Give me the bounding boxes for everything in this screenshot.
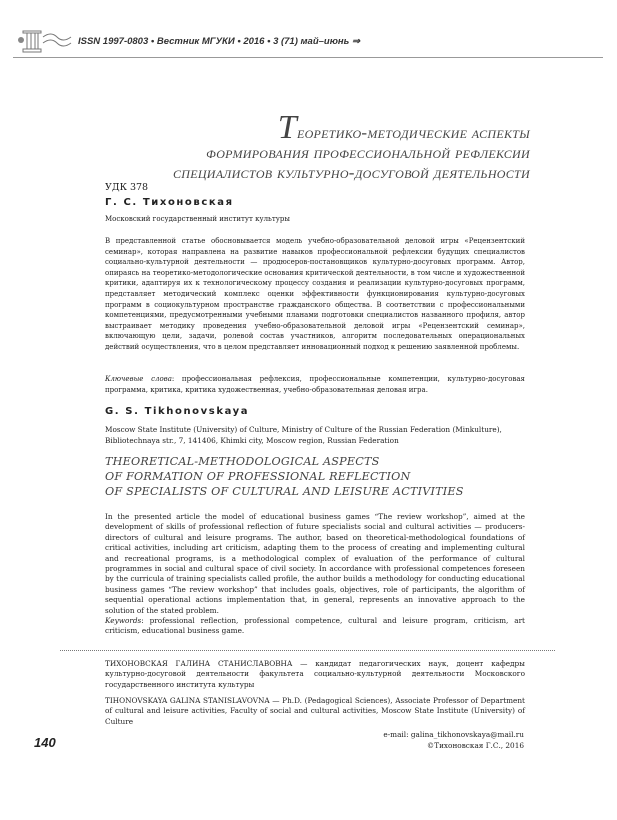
abstract-ru: В представленной статье обосновывается модель учебно-образовательной деловой игры «Рецензентский семинар», которая направлена на развитие навыков профессиональной рефлексии будущих специалистов социально-культурной деятельности — продюсеров-постановщиков культурно-досуговых программ. Автор, опираясь на теоретико-методологические основания критической деятельности, в том числе и художественной критики, адаптируя их к технологическому процессу создания и реализации культурно-досуговых программ, представляет методический комплекс оценки эффективности функционирования культурно-досуговых программ в социокультурном пространстве гражданского общества. В соответствии с профессиональными компетенциями, предусмотренными учебными планами подготовки специалистов названного профиля, автор выстраивает методику проведения учебно-образовательной деловой игры «Рецензентский семинар», включающую цели, задачи, ролевой состав участников, алгоритм последовательных операциональных действий осуществления, что в целом представляет инновационный подход к решению заявленной проблемы.: [105, 237, 525, 351]
author-email[interactable]: e-mail: galina_tikhonovskaya@mail.ru: [383, 730, 524, 739]
keywords-en: [105, 616, 525, 637]
footnote-divider: [60, 650, 555, 651]
abstract-en: In the presented article the model of educational business games “The review workshop”, aimed at the development of skills of professional reflection of future specialists social and cultural activities — producers-directors of cultural and leisure programs. The author, based on theoretical-methodological foundations of critical activities, including art criticism, adapting them to the process of creating and implementing cultural and recreational programs, is a methodological complex of evaluation of the performance of cultural programmes in social and cultural space of civil society. In accordance with professional competences foreseen by the curricula of training specialists called profile, the author builds a methodology for conducting educational business games “The review workshop” that includes goals, objectives, role of participants, the algorithm of sequential operational actions implementation that, in general, represents an innovative approach to the solution of the stated problem.: [105, 512, 525, 615]
article-title-en: [105, 454, 525, 499]
author-note-ru: ТИХОНОВСКАЯ ГАЛИНА СТАНИСЛАВОВНА — кандидат педагогических наук, доцент кафедры культурно-досуговой деятельности факультета социально-культурной деятельности Московского государственного института культуры: [105, 659, 525, 689]
affiliation-ru: Московский государственный институт культуры: [105, 215, 290, 223]
journal-year: 2016: [243, 36, 265, 47]
title-ru-line-2: формирования профессиональной рефлексии: [206, 143, 530, 162]
title-en-line-1: THEORETICAL-METHODOLOGICAL ASPECTS: [105, 455, 380, 468]
keywords-ru-label: Ключевые слова: [105, 375, 172, 383]
journal-name: Вестник МГУКИ: [156, 36, 235, 47]
article-title-ru: [90, 109, 530, 183]
journal-logo-icon: [13, 27, 75, 55]
keywords-en-text: : professional reflection, professional competence, cultural and leisure program, criticism, art criticism, educational business game.: [105, 616, 525, 636]
title-en-line-3: OF SPECIALISTS OF CULTURAL AND LEISURE ACTIVITIES: [105, 485, 464, 498]
arrow-right-icon: ⇒: [351, 36, 360, 47]
keywords-ru-text: : профессиональная рефлексия, профессиональные компетенции, культурно-досуговая программа, критика, критика художественная, учебно-образовательная деловая игра.: [105, 375, 525, 394]
page-number: 140: [34, 735, 56, 750]
issn: ISSN 1997-0803: [78, 36, 149, 47]
author-note-en: TIHONOVSKAYA GALINA STANISLAVOVNA — Ph.D. (Pedagogical Sciences), Associate Professor of Department of cultural and leisure activities, Faculty of social and cultural activities, Moscow State Institute (University) of Culture: [105, 696, 525, 726]
affiliation-en: Moscow State Institute (University) of Culture, Ministry of Culture of the Russian Federation (Minkulture), Bibliotechnaya str., 7, 141406, Khimki city, Moscow region, Russian Federation: [105, 425, 502, 445]
author-name-ru: Г. С. Тихоновская: [105, 197, 234, 208]
journal-issue: 3 (71) май–июнь: [273, 36, 350, 47]
title-en-line-2: OF FORMATION OF PROFESSIONAL REFLECTION: [105, 470, 411, 483]
title-ru-line-3: специалистов культурно-досуговой деятельности: [172, 163, 530, 182]
keywords-en-label: Keywords: [105, 616, 142, 625]
udk-code: УДК 378: [105, 182, 149, 193]
keywords-ru: [105, 374, 525, 395]
author-name-en: G. S. Tikhonovskaya: [105, 406, 250, 417]
title-ru-line-1: Теоретико-методические аспекты: [277, 109, 530, 146]
title-drop-cap: Т: [277, 109, 297, 146]
journal-header: ISSN 1997-0803 • Вестник МГУКИ • 2016 • 3 (71) май–июнь ⇒: [78, 36, 360, 47]
header-divider: [13, 57, 603, 58]
copyright: ©Тихоновская Г.С., 2016: [426, 741, 524, 750]
